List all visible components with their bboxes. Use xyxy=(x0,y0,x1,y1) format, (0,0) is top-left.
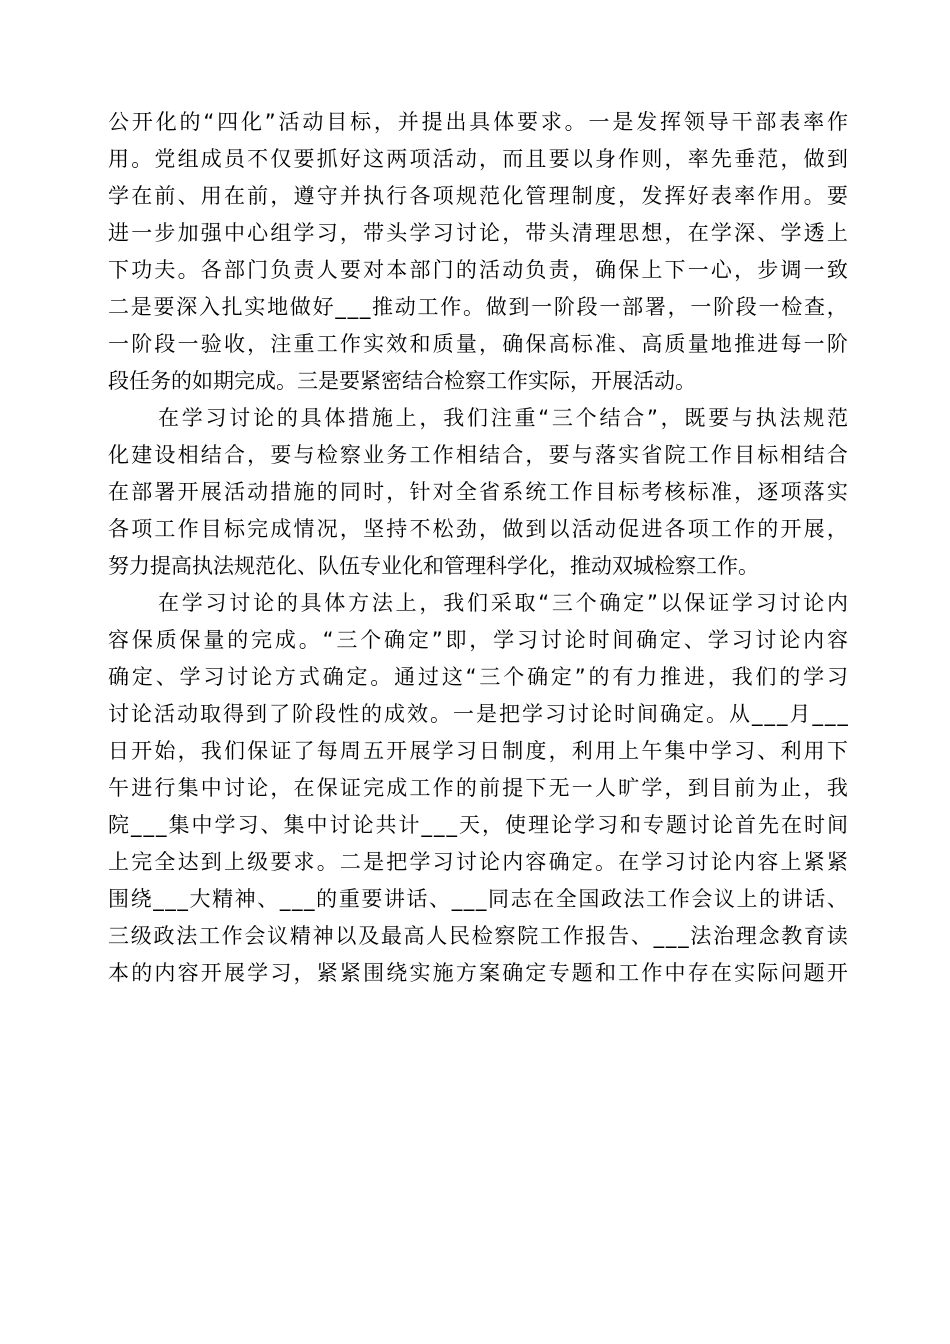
text-line: 确 定 、 学 习 讨 论 方 式 确 定 。 通 过 这 “ 三 个 确 定 ” 的 有 力 推 进 ， 我 们 的 学 习 xyxy=(108,665,848,689)
paragraph-first-line: 在 学 习 讨 论 的 具 体 措 施 上 ， 我 们 注 重 “ 三 个 结 合 ” ， 既 要 与 执 法 规 范 xyxy=(158,406,848,430)
text-line: 下 功 夫 。 各 部 门 负 责 人 要 对 本 部 门 的 活 动 负 责 ， 确 保 上 下 一 心 ， 步 调 一 致 xyxy=(108,258,848,282)
text-line: 努力提高执法规范化、队伍专业化和管理科学化，推动双城检察工作。 xyxy=(108,554,759,578)
text-line: 用 。 党 组 成 员 不 仅 要 抓 好 这 两 项 活 动 ， 而 且 要 以 身 作 则 ， 率 先 垂 范 ， 做 到 xyxy=(108,147,848,171)
body-text xyxy=(108,104,848,992)
text-line: 三 级 政 法 工 作 会 议 精 神 以 及 最 高 人 民 检 察 院 工 作 报 告 、 _ _ _ 法 治 理 念 教 育 读 xyxy=(108,924,848,948)
text-line: 院 _ _ _ 集 中 学 习 、 集 中 讨 论 共 计 _ _ _ 天 ， 使 理 论 学 习 和 专 题 讨 论 首 先 在 时 间 xyxy=(108,813,848,837)
text-line: 一 阶 段 一 验 收 ， 注 重 工 作 实 效 和 质 量 ， 确 保 高 标 准 、 高 质 量 地 推 进 每 一 阶 xyxy=(108,332,848,356)
text-line: 本 的 内 容 开 展 学 习 ， 紧 紧 围 绕 实 施 方 案 确 定 专 题 和 工 作 中 存 在 实 际 问 题 开 xyxy=(108,961,848,985)
text-line: 容 保 质 保 量 的 完 成 。 “ 三 个 确 定 ” 即 ， 学 习 讨 论 时 间 确 定 、 学 习 讨 论 内 容 xyxy=(108,628,848,652)
text-line: 二 是 要 深 入 扎 实 地 做 好 _ _ _ 推 动 工 作 。 做 到 一 阶 段 一 部 署 ， 一 阶 段 一 检 查 ， xyxy=(108,295,848,319)
paragraph-first-line: 在 学 习 讨 论 的 具 体 方 法 上 ， 我 们 采 取 “ 三 个 确 定 ” 以 保 证 学 习 讨 论 内 xyxy=(158,591,848,615)
text-line: 段任务的如期完成。三是要紧密结合检察工作实际，开展活动。 xyxy=(108,369,696,393)
text-line: 化 建 设 相 结 合 ， 要 与 检 察 业 务 工 作 相 结 合 ， 要 与 落 实 省 院 工 作 目 标 相 结 合 xyxy=(108,443,848,467)
text-line: 讨 论 活 动 取 得 到 了 阶 段 性 的 成 效 。 一 是 把 学 习 讨 论 时 间 确 定 。 从 _ _ _ 月 _ _ _ xyxy=(108,702,848,726)
text-line: 围 绕 _ _ _ 大 精 神 、 _ _ _ 的 重 要 讲 话 、 _ _ _ 同 志 在 全 国 政 法 工 作 会 议 上 的 讲 话 、 xyxy=(108,887,848,911)
text-line: 公 开 化 的 “ 四 化 ” 活 动 目 标 ， 并 提 出 具 体 要 求 。 一 是 发 挥 领 导 干 部 表 率 作 xyxy=(108,110,848,134)
text-line: 各 项 工 作 目 标 完 成 情 况 ， 坚 持 不 松 劲 ， 做 到 以 活 动 促 进 各 项 工 作 的 开 展 ， xyxy=(108,517,848,541)
text-line: 日 开 始 ， 我 们 保 证 了 每 周 五 开 展 学 习 日 制 度 ， 利 用 上 午 集 中 学 习 、 利 用 下 xyxy=(108,739,848,763)
text-line: 进 一 步 加 强 中 心 组 学 习 ， 带 头 学 习 讨 论 ， 带 头 清 理 思 想 ， 在 学 深 、 学 透 上 xyxy=(108,221,848,245)
text-line: 学 在 前 、 用 在 前 ， 遵 守 并 执 行 各 项 规 范 化 管 理 制 度 ， 发 挥 好 表 率 作 用 。 要 xyxy=(108,184,848,208)
text-line: 午 进 行 集 中 讨 论 ， 在 保 证 完 成 工 作 的 前 提 下 无 一 人 旷 学 ， 到 目 前 为 止 ， 我 xyxy=(108,776,848,800)
text-line: 上 完 全 达 到 上 级 要 求 。 二 是 把 学 习 讨 论 内 容 确 定 。 在 学 习 讨 论 内 容 上 紧 紧 xyxy=(108,850,848,874)
text-line: 在 部 署 开 展 活 动 措 施 的 同 时 ， 针 对 全 省 系 统 工 作 目 标 考 核 标 准 ， 逐 项 落 实 xyxy=(108,480,848,504)
